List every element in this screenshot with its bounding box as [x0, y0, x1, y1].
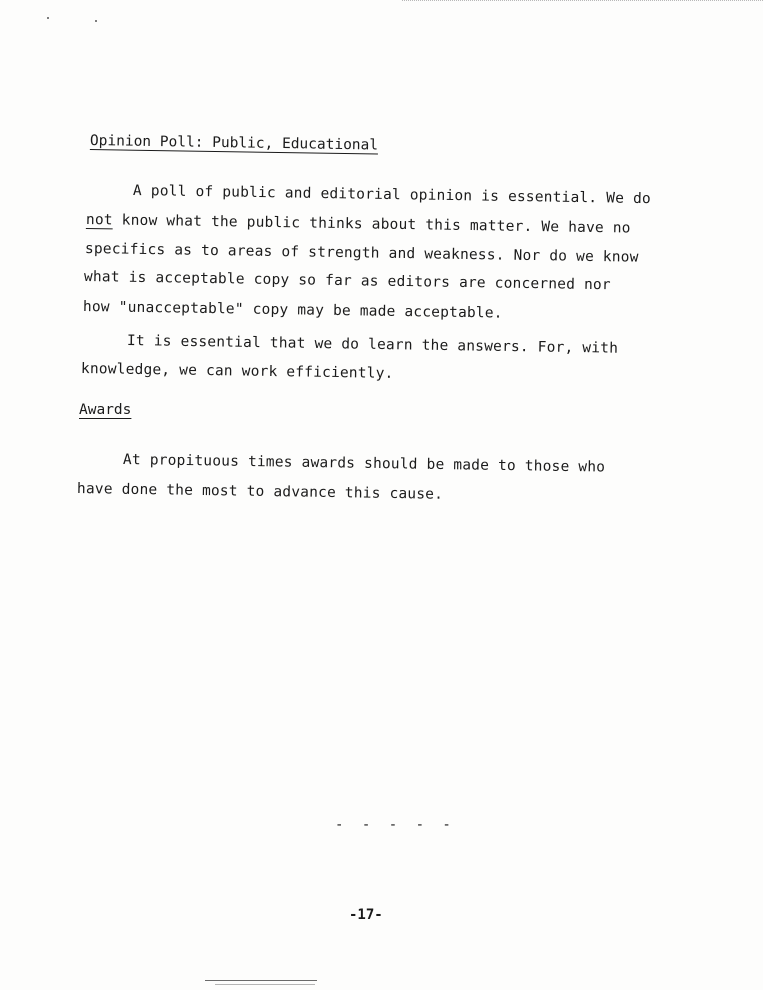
bottom-rule: [205, 980, 317, 981]
text-line: It is essential that we do learn the answers. For, with: [126, 333, 619, 357]
text-line: how "unacceptable" copy may be made acceptable.: [82, 299, 503, 322]
section-heading-opinion-poll: Opinion Poll: Public, Educational: [89, 133, 379, 154]
text-line: have done the most to advance this cause.: [76, 481, 444, 503]
text-line-rest: know what the public thinks about this matter. We have no: [112, 212, 631, 237]
text-line: [86, 212, 631, 237]
bottom-rule-shadow: [215, 984, 315, 985]
emphasis-not: not: [85, 212, 113, 229]
text-line: At propituous times awards should be made to those who: [122, 452, 606, 476]
top-dotted-edge: [402, 0, 763, 3]
text-line: what is acceptable copy so far as editors are concerned nor: [83, 269, 611, 294]
text-line: specifics as to areas of strength and weakness. Nor do we know: [84, 241, 639, 266]
scan-speck: [47, 17, 49, 19]
page-number: -17-: [349, 907, 383, 923]
scan-speck: [95, 20, 97, 22]
section-divider: - - - - -: [335, 817, 456, 833]
text-line: knowledge, we can work efficiently.: [80, 361, 394, 382]
section-heading-awards: Awards: [79, 402, 132, 418]
text-line: A poll of public and editorial opinion is essential. We do: [132, 183, 651, 208]
